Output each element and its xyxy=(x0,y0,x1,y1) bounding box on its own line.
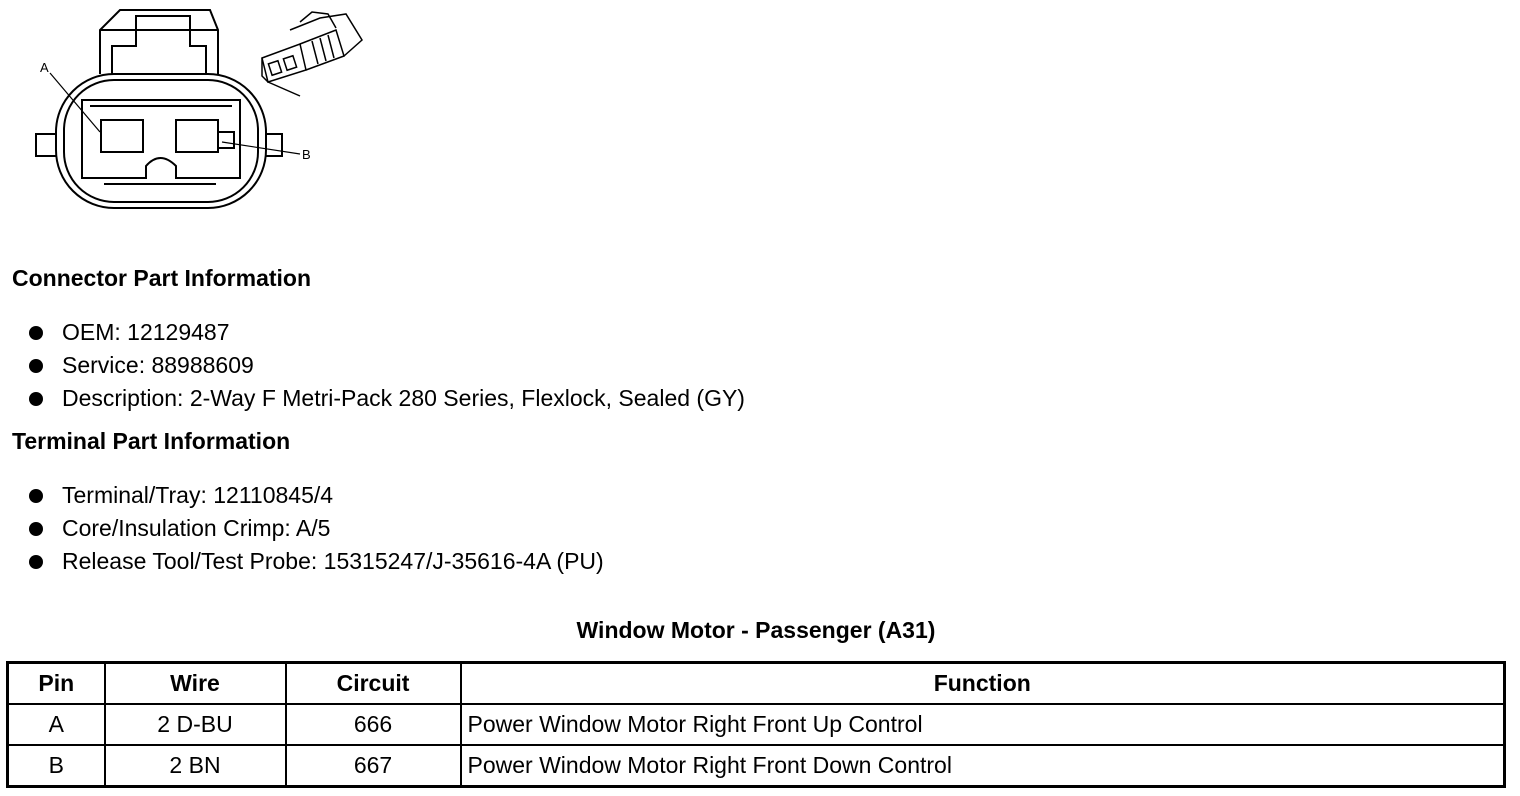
cell-function: Power Window Motor Right Front Down Control xyxy=(461,745,1505,787)
connector-info-list xyxy=(26,316,745,415)
header-circuit: Circuit xyxy=(286,663,461,705)
bullet-icon xyxy=(29,522,43,536)
connector-service: Service: 88988609 xyxy=(62,352,254,378)
list-item xyxy=(26,382,745,415)
list-item xyxy=(26,316,745,349)
bullet-icon xyxy=(29,392,43,406)
connector-info-heading: Connector Part Information xyxy=(12,265,312,291)
terminal-tray: Terminal/Tray: 12110845/4 xyxy=(62,482,334,508)
connector-diagram xyxy=(0,0,400,225)
pin-a-label: A xyxy=(40,60,49,75)
terminal-crimp: Core/Insulation Crimp: A/5 xyxy=(62,515,331,541)
bullet-icon xyxy=(29,555,43,569)
list-item xyxy=(26,545,604,578)
terminal-info-list xyxy=(26,479,604,578)
table-title: Window Motor - Passenger (A31) xyxy=(576,617,936,643)
list-item xyxy=(26,349,745,382)
pin-table xyxy=(6,661,1506,788)
bullet-icon xyxy=(29,489,43,503)
table-row xyxy=(8,704,1505,745)
cell-pin: A xyxy=(8,704,105,745)
bullet-icon xyxy=(29,359,43,373)
pin-b-label: B xyxy=(302,147,311,162)
bullet-icon xyxy=(29,326,43,340)
cell-wire: 2 BN xyxy=(105,745,286,787)
table-row xyxy=(8,745,1505,787)
cell-wire: 2 D-BU xyxy=(105,704,286,745)
list-item xyxy=(26,479,604,512)
cell-circuit: 667 xyxy=(286,745,461,787)
terminal-info-heading: Terminal Part Information xyxy=(12,428,291,454)
header-wire: Wire xyxy=(105,663,286,705)
connector-oem: OEM: 12129487 xyxy=(62,319,230,345)
connector-description: Description: 2-Way F Metri-Pack 280 Series, Flexlock, Sealed (GY) xyxy=(62,385,745,411)
table-header-row xyxy=(8,663,1505,705)
header-function: Function xyxy=(461,663,1505,705)
cell-circuit: 666 xyxy=(286,704,461,745)
list-item xyxy=(26,512,604,545)
cell-pin: B xyxy=(8,745,105,787)
terminal-release-tool: Release Tool/Test Probe: 15315247/J-35616-4A (PU) xyxy=(62,548,604,574)
cell-function: Power Window Motor Right Front Up Control xyxy=(461,704,1505,745)
header-pin: Pin xyxy=(8,663,105,705)
